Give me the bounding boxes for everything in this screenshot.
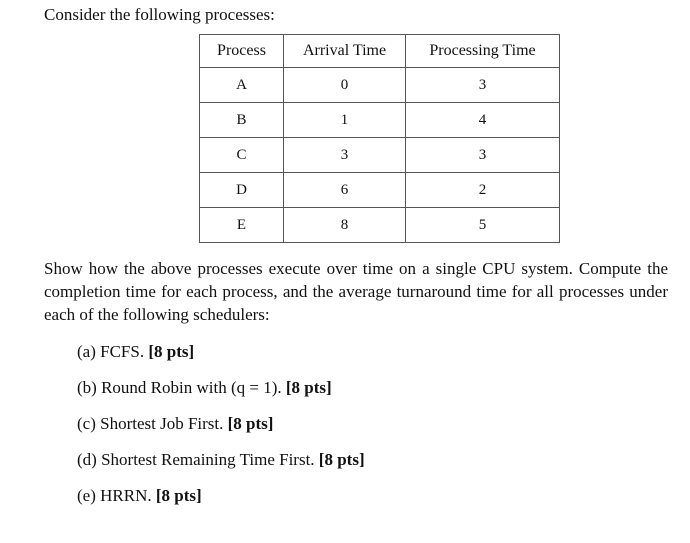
- process-table: [199, 34, 560, 243]
- cell-processing: 5: [406, 208, 560, 243]
- cell-processing: 2: [406, 173, 560, 208]
- table-row: [200, 138, 560, 173]
- cell-arrival: 6: [284, 173, 406, 208]
- list-item: [77, 484, 365, 520]
- list-item: [77, 412, 365, 448]
- item-points: [8 pts]: [155, 486, 202, 505]
- table-header-row: [200, 35, 560, 68]
- header-process: Process: [200, 35, 284, 68]
- cell-processing: 3: [406, 138, 560, 173]
- item-points: [8 pts]: [148, 342, 195, 361]
- cell-arrival: 1: [284, 103, 406, 138]
- item-text: (c) Shortest Job First.: [77, 414, 224, 433]
- table-row: [200, 173, 560, 208]
- list-item: [77, 376, 365, 412]
- item-points: [8 pts]: [318, 450, 365, 469]
- item-text: (e) HRRN.: [77, 486, 152, 505]
- cell-process: D: [200, 173, 284, 208]
- cell-process: E: [200, 208, 284, 243]
- list-item: [77, 448, 365, 484]
- cell-process: C: [200, 138, 284, 173]
- table-row: [200, 68, 560, 103]
- list-item: [77, 340, 365, 376]
- item-text: (b) Round Robin with (q = 1).: [77, 378, 282, 397]
- item-text: (a) FCFS.: [77, 342, 145, 361]
- item-points: [8 pts]: [285, 378, 332, 397]
- header-arrival-time: Arrival Time: [284, 35, 406, 68]
- cell-arrival: 8: [284, 208, 406, 243]
- header-processing-time: Processing Time: [406, 35, 560, 68]
- cell-processing: 4: [406, 103, 560, 138]
- cell-arrival: 0: [284, 68, 406, 103]
- item-text: (d) Shortest Remaining Time First.: [77, 450, 315, 469]
- table-row: [200, 208, 560, 243]
- scheduler-list: [77, 340, 365, 520]
- cell-process: A: [200, 68, 284, 103]
- question-paragraph: Show how the above processes execute over time on a single CPU system. Compute the completion time for each process, and the average turnaround time for all processes under each of the following schedulers:: [44, 259, 668, 324]
- item-points: [8 pts]: [227, 414, 274, 433]
- cell-process: B: [200, 103, 284, 138]
- cell-processing: 3: [406, 68, 560, 103]
- table-row: [200, 103, 560, 138]
- cell-arrival: 3: [284, 138, 406, 173]
- intro-text: Consider the following processes:: [44, 5, 275, 24]
